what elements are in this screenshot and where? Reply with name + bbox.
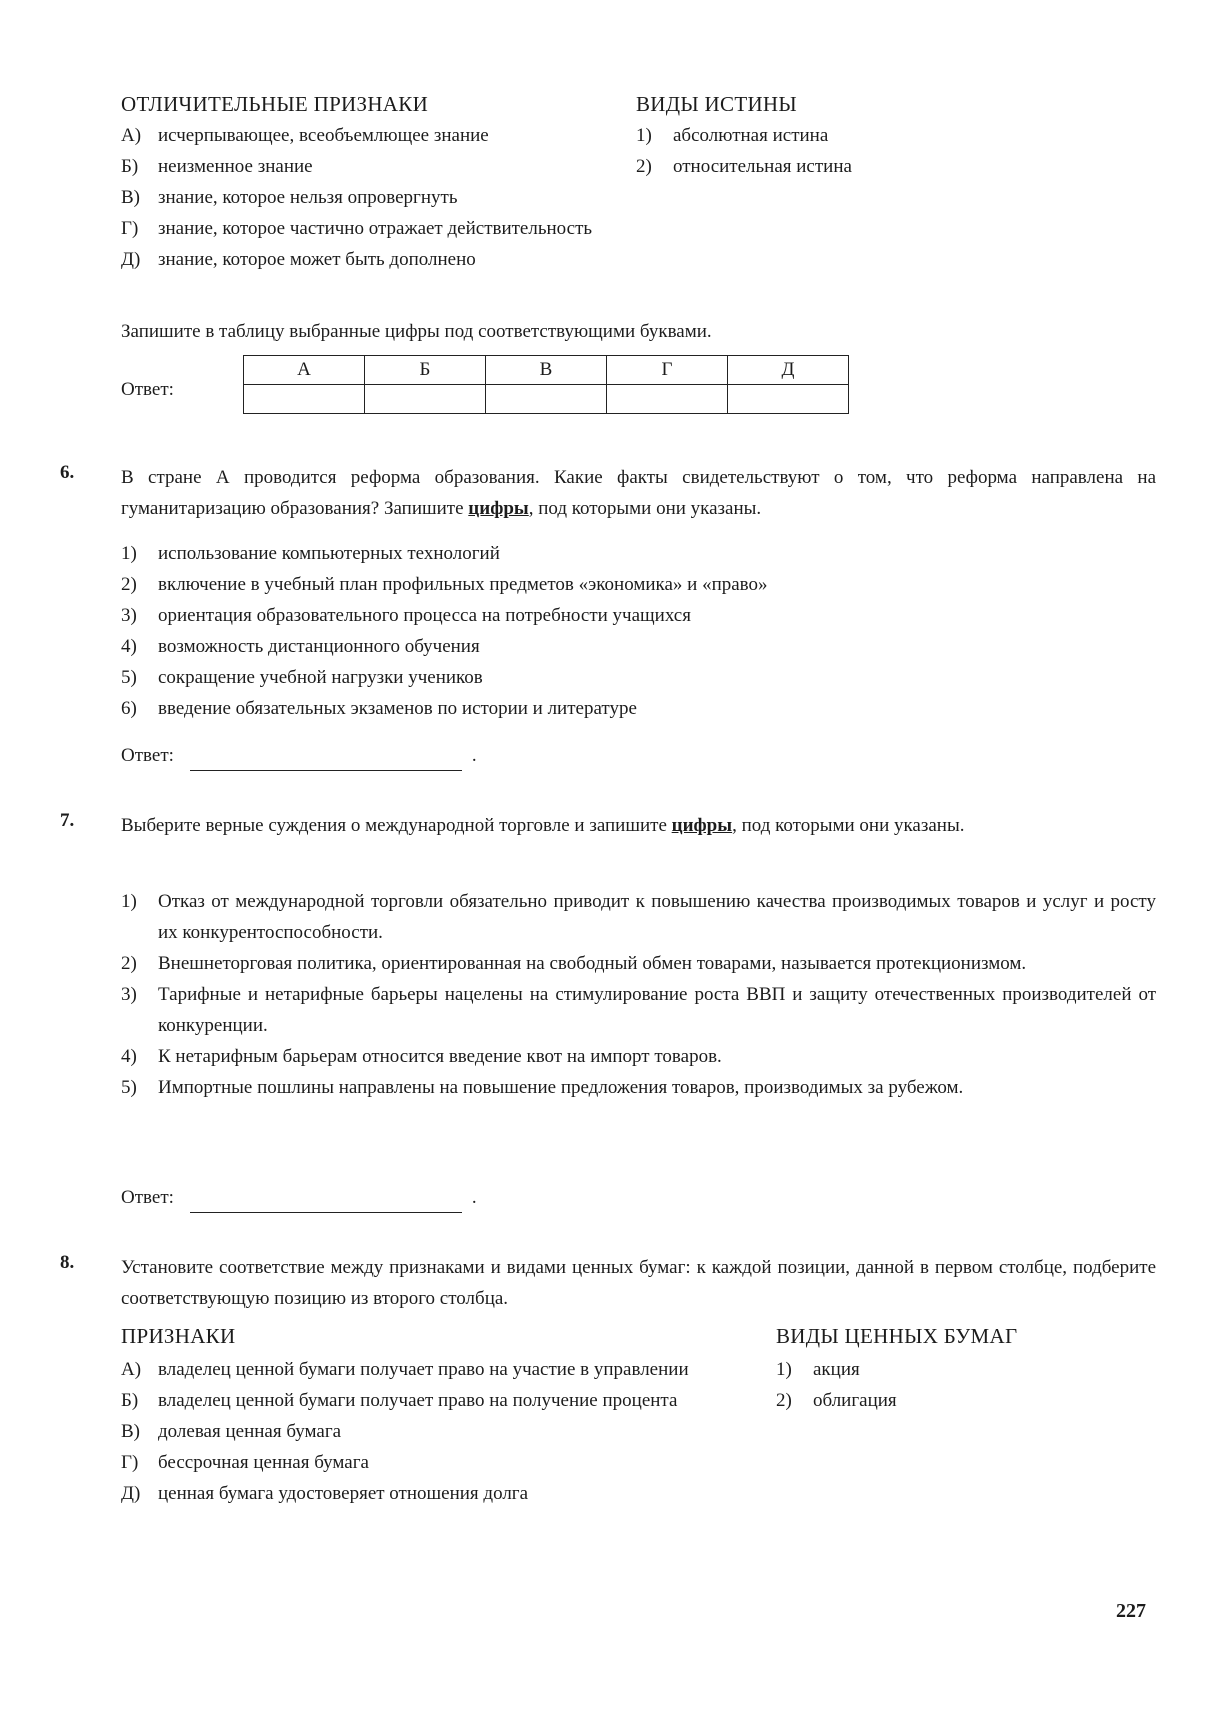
answer-table — [243, 355, 849, 414]
table-header-cell: А — [244, 356, 365, 385]
securities-features-heading: ПРИЗНАКИ — [121, 1324, 236, 1348]
question-7-answer: Ответ: . — [121, 1182, 477, 1213]
list-item: 2) относительная истина — [636, 156, 852, 177]
answer-line[interactable] — [190, 750, 462, 771]
list-item: В) знание, которое нельзя опровергнуть — [121, 187, 458, 208]
list-item: 5) Импортные пошлины направлены на повышение предложения товаров, производимых за рубежом. — [121, 1077, 964, 1098]
list-item: В) долевая ценная бумага — [121, 1421, 342, 1442]
table-header-cell: Г — [607, 356, 728, 385]
features-heading: ОТЛИЧИТЕЛЬНЫЕ ПРИЗНАКИ — [121, 92, 429, 116]
list-item: Б) неизменное знание — [121, 156, 313, 177]
question-7-text: Выберите верные суждения о международной торговле и запишите цифры, под которыми они указаны. — [121, 815, 965, 836]
answer-line[interactable] — [190, 1192, 462, 1213]
page-number: 227 — [1116, 1600, 1146, 1622]
emphasis-digits: цифры — [468, 498, 529, 519]
truth-types-heading: ВИДЫ ИСТИНЫ — [636, 92, 798, 116]
answer-label: Ответ: — [121, 745, 174, 766]
table-instruction: Запишите в таблицу выбранные цифры под соответствующими буквами. — [121, 321, 712, 342]
securities-features-list — [121, 1354, 741, 1509]
answer-label: Ответ: — [121, 379, 174, 400]
list-item: 1) абсолютная истина — [636, 125, 829, 146]
list-item: 1) использование компьютерных технологий — [121, 543, 500, 564]
list-item: 1) Отказ от международной торговли обязательно приводит к повышению качества производимых товаров и услуг и росту их конкурентоспособности. — [121, 891, 1156, 943]
table-header-row — [244, 356, 849, 385]
emphasis-digits: цифры — [671, 815, 733, 836]
list-item: 3) Тарифные и нетарифные барьеры нацелены на стимулирование роста ВВП и защиту отечественных производителей от конкуренции. — [121, 984, 1156, 1036]
truth-types-list — [636, 120, 852, 182]
list-item: 4) возможность дистанционного обучения — [121, 636, 480, 657]
question-6-options — [121, 538, 768, 724]
list-item: 2) Внешнеторговая политика, ориентированная на свободный обмен товарами, называется протекционизмом. — [121, 953, 1027, 974]
table-answer-row — [244, 385, 849, 414]
table-header-cell: Б — [365, 356, 486, 385]
question-7-options — [121, 886, 1156, 1103]
answer-cell[interactable] — [607, 385, 728, 414]
table-header-cell: Д — [728, 356, 849, 385]
answer-cell[interactable] — [365, 385, 486, 414]
list-item: Г) знание, которое частично отражает действительность — [121, 218, 593, 239]
question-6-number: 6. — [60, 462, 75, 483]
list-item: 6) введение обязательных экзаменов по истории и литературе — [121, 698, 637, 719]
list-item: 2) облигация — [776, 1390, 897, 1411]
list-item: 3) ориентация образовательного процесса на потребности учащихся — [121, 605, 691, 626]
question-7-number: 7. — [60, 810, 75, 831]
question-8-number: 8. — [60, 1252, 75, 1273]
answer-cell[interactable] — [728, 385, 849, 414]
list-item: Б) владелец ценной бумаги получает право на получение процента — [121, 1390, 678, 1411]
question-6-answer: Ответ: . — [121, 740, 477, 771]
list-item: 1) акция — [776, 1359, 860, 1380]
list-item: Д) знание, которое может быть дополнено — [121, 249, 476, 270]
list-item: 2) включение в учебный план профильных предметов «экономика» и «право» — [121, 574, 768, 595]
answer-cell[interactable] — [486, 385, 607, 414]
question-6-text: В стране А проводится реформа образования. Какие факты свидетельствуют о том, что реформа направлена на гуманитаризацию образования? Запишите цифры, под которыми они указаны. — [121, 467, 1156, 519]
list-item: А) владелец ценной бумаги получает право на участие в управлении — [121, 1359, 689, 1380]
answer-cell[interactable] — [244, 385, 365, 414]
list-item: 4) К нетарифным барьерам относится введение квот на импорт товаров. — [121, 1046, 722, 1067]
table-header-cell: В — [486, 356, 607, 385]
securities-types-list — [776, 1354, 897, 1416]
list-item: А) исчерпывающее, всеобъемлющее знание — [121, 125, 489, 146]
features-list — [121, 120, 621, 275]
list-item: Г) бессрочная ценная бумага — [121, 1452, 369, 1473]
list-item: Д) ценная бумага удостоверяет отношения долга — [121, 1483, 529, 1504]
question-8-text: Установите соответствие между признаками и видами ценных бумаг: к каждой позиции, данной в первом столбце, подберите соответствующую позицию из второго столбца. — [121, 1257, 1156, 1309]
answer-label: Ответ: — [121, 1187, 174, 1208]
list-item: 5) сокращение учебной нагрузки учеников — [121, 667, 483, 688]
securities-types-heading: ВИДЫ ЦЕННЫХ БУМАГ — [776, 1324, 1018, 1348]
